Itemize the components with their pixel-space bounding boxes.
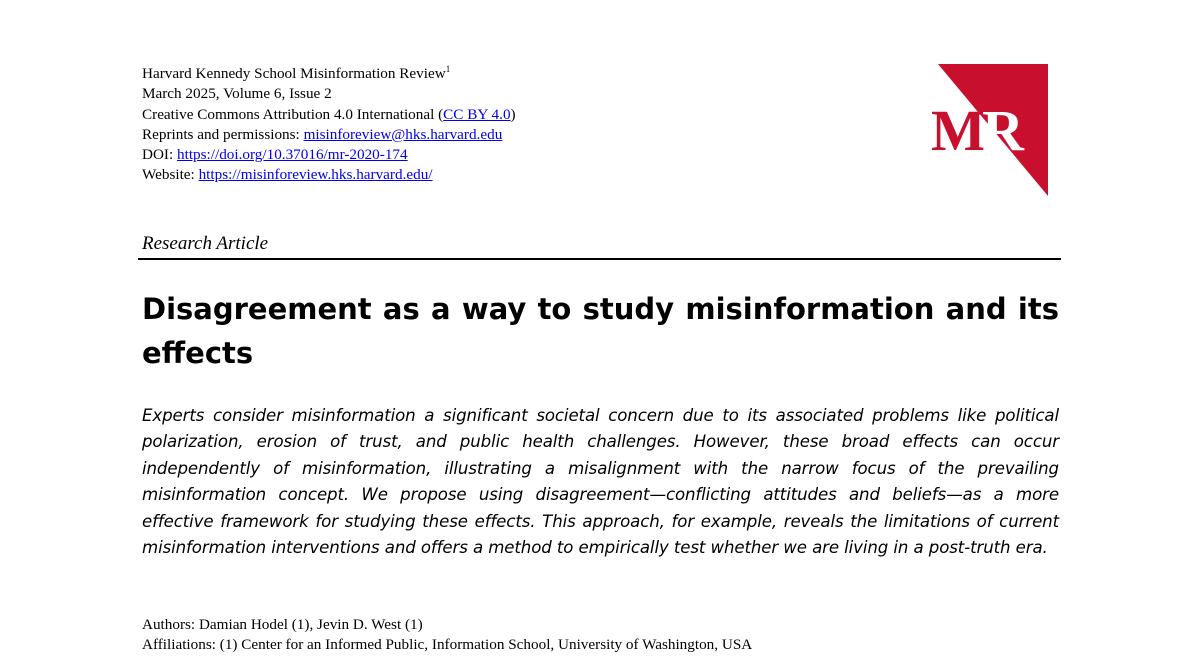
- affiliations-line: Affiliations: (1) Center for an Informed Public, Information School, University of Washington, USA: [142, 636, 753, 654]
- license-prefix: Creative Commons Attribution 4.0 International (: [142, 105, 444, 123]
- publication-metadata: [142, 64, 516, 186]
- license-line: [142, 105, 516, 125]
- reprints-line: [142, 125, 516, 145]
- article-abstract: Experts consider misinformation a significant societal concern due to its associated problems like political polarization, erosion of trust, and public health challenges. However, these broad effects can occur independently of misinformation, illustrating a misalignment with the narrow focus of the prevailing misinformation concept. We propose using disagreement—conflicting attitudes and beliefs—as a more effective framework for studying these effects. This approach, for example, reveals the limitations of current misinformation interventions and offers a method to empirically test whether we are living in a post-truth era.: [142, 406, 1059, 558]
- authors-line: Authors: Damian Hodel (1), Jevin D. West (1): [142, 616, 423, 633]
- reprints-email-link[interactable]: misinforeview@hks.harvard.edu: [303, 125, 503, 143]
- header-divider: [138, 258, 1061, 260]
- article-type: Research Article: [142, 233, 269, 254]
- doi-label: DOI:: [142, 146, 178, 164]
- license-suffix: ): [510, 105, 516, 123]
- logo-m-letter: M: [931, 98, 982, 163]
- issue-line: March 2025, Volume 6, Issue 2: [142, 85, 332, 103]
- mr-logo: [930, 62, 1050, 198]
- website-link[interactable]: https://misinforeview.hks.harvard.edu/: [198, 166, 433, 184]
- journal-line: [142, 64, 516, 84]
- doi-link[interactable]: https://doi.org/10.37016/mr-2020-174: [177, 146, 408, 164]
- authors-block: [142, 615, 752, 656]
- doi-line: [142, 145, 516, 165]
- article-title: Disagreement as a way to study misinformation and its effects: [142, 292, 1059, 370]
- website-label: Website:: [142, 166, 199, 184]
- license-link[interactable]: CC BY 4.0: [443, 105, 511, 123]
- website-line: [142, 165, 516, 185]
- footnote-marker[interactable]: 1: [445, 64, 451, 74]
- logo-r-letter: R: [982, 98, 1024, 163]
- journal-name: Harvard Kennedy School Misinformation Review: [142, 65, 446, 82]
- reprints-label: Reprints and permissions:: [142, 125, 304, 143]
